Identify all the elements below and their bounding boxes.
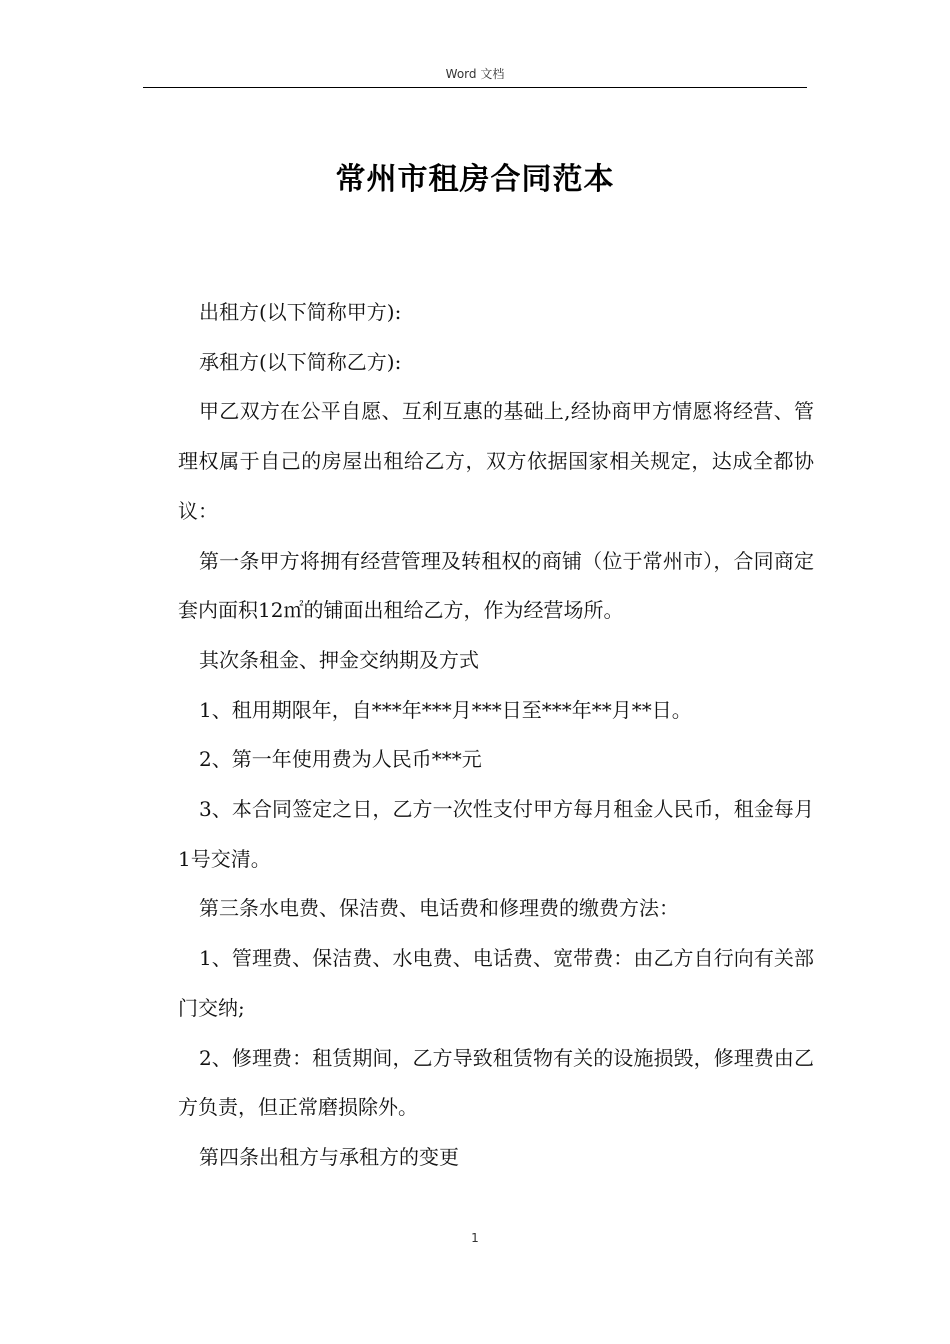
paragraph-lessee: 承租方(以下简称乙方): xyxy=(199,349,402,374)
document-body xyxy=(178,288,814,1183)
paragraph-article-4-heading: 第四条出租方与承租方的变更 xyxy=(199,1144,459,1169)
document-title: 常州市租房合同范本 xyxy=(335,162,615,197)
paragraph-article-3-heading: 第三条水电费、保洁费、电话费和修理费的缴费方法： xyxy=(199,896,679,921)
paragraph-article-2-heading: 其次条租金、押金交纳期及方式 xyxy=(199,647,479,672)
header-divider xyxy=(143,87,807,88)
paragraph-article-2-item-1: 1、租用期限年，自***年***月***日至***年**月**日。 xyxy=(199,697,692,722)
paragraph-article-3-item-1: 1、管理费、保洁费、水电费、电话费、宽带费：由乙方自行向有关部门交纳; xyxy=(178,946,814,1020)
paragraph-preamble: 甲乙双方在公平自愿、互利互惠的基础上,经协商甲方情愿将经营、管理权属于自己的房屋出租给乙方，双方依据国家相关规定，达成全都协议： xyxy=(178,399,814,523)
paragraph-lessor: 出租方(以下简称甲方): xyxy=(199,300,402,324)
paragraph-article-1: 第一条甲方将拥有经营管理及转租权的商铺（位于常州市），合同商定套内面积12㎡的铺面出租给乙方，作为经营场所。 xyxy=(178,548,814,623)
paragraph-article-3-item-2: 2、修理费：租赁期间，乙方导致租赁物有关的设施损毁，修理费由乙方负责，但正常磨损除外。 xyxy=(178,1045,814,1120)
paragraph-article-2-item-2: 2、第一年使用费为人民币***元 xyxy=(199,747,482,772)
page-number: 1 xyxy=(471,1231,479,1245)
paragraph-article-2-item-3: 3、本合同签定之日，乙方一次性支付甲方每月租金人民币，租金每月1号交清。 xyxy=(178,797,814,871)
header-label: Word 文档 xyxy=(445,67,505,81)
